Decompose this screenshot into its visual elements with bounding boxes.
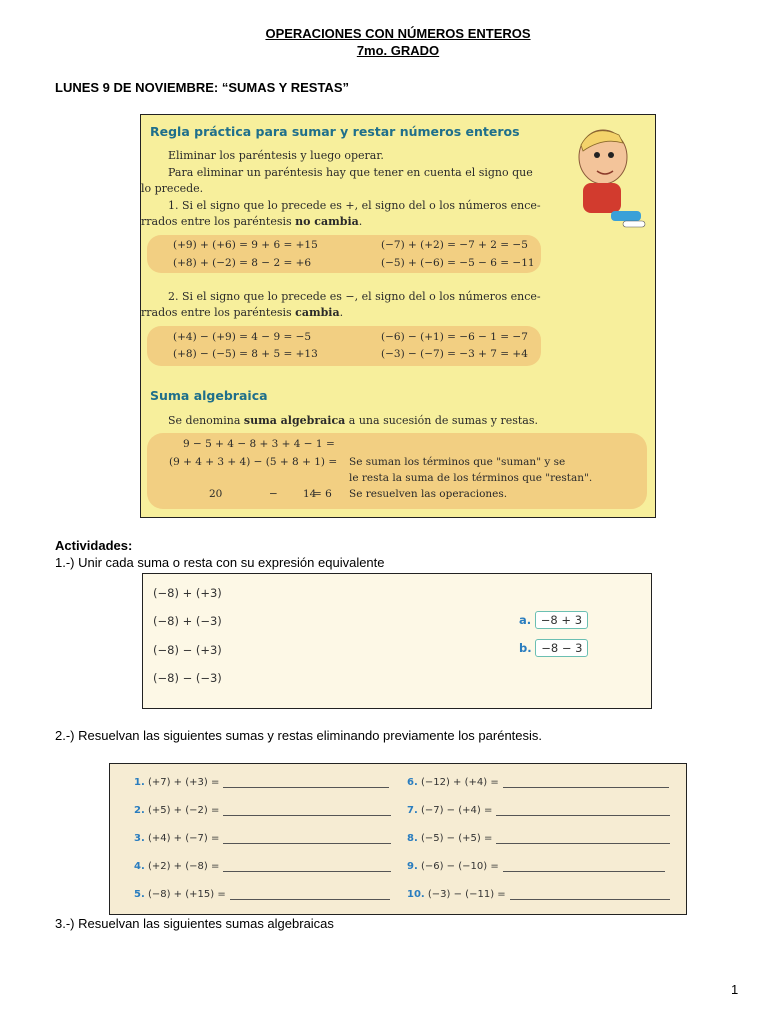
exercise-number: 5. <box>134 889 145 900</box>
exercise-expression: (−7) − (+4) = <box>420 805 493 816</box>
sum-def-emphasis: suma algebraica <box>243 414 346 427</box>
answer-line[interactable] <box>496 815 670 816</box>
sum-step-3-result: = 6 <box>313 488 332 500</box>
exercise-expression: (+7) + (+3) = <box>147 777 220 788</box>
rules-panel <box>140 114 656 518</box>
activities-heading: Actividades: <box>55 538 133 553</box>
activity-1-instruction: 1.-) Unir cada suma o resta con su expresión equivalente <box>55 555 385 570</box>
option-label: a. <box>519 613 532 627</box>
exercise-number: 10. <box>407 889 425 900</box>
day-heading: LUNES 9 DE NOVIEMBRE: “SUMAS Y RESTAS” <box>55 80 349 95</box>
sum-explanation-3: Se resuelven las operaciones. <box>349 488 508 500</box>
expression-item: (−8) + (−3) <box>153 614 222 628</box>
rule2-text: rrados entre los paréntesis <box>141 306 296 319</box>
example-eq: (−6) − (+1) = −6 − 1 = −7 <box>381 331 528 343</box>
boy-illustration-icon <box>553 121 649 231</box>
sum-definition <box>168 414 538 427</box>
sum-explanation-2: le resta la suma de los términos que "restan". <box>349 472 593 484</box>
activity-1-box <box>142 573 652 709</box>
example-eq: (+9) + (+6) = 9 + 6 = +15 <box>173 239 318 251</box>
example-eq: (−7) + (+2) = −7 + 2 = −5 <box>381 239 528 251</box>
option-a[interactable] <box>519 613 588 627</box>
answer-line[interactable] <box>223 871 391 872</box>
answer-line[interactable] <box>230 899 390 900</box>
option-b[interactable] <box>519 641 588 655</box>
answer-line[interactable] <box>496 843 670 844</box>
rule2-emphasis: cambia <box>295 306 340 319</box>
expression-item: (−8) − (+3) <box>153 643 222 657</box>
exercise-item <box>134 777 389 788</box>
exercise-number: 2. <box>134 805 145 816</box>
expression-item: (−8) − (−3) <box>153 671 222 685</box>
example-eq: (+4) − (+9) = 4 − 9 = −5 <box>173 331 312 343</box>
exercise-item <box>407 805 670 816</box>
rule1-line-1: 1. Si el signo que lo precede es +, el signo del o los números ence- <box>168 199 541 212</box>
exercise-expression: (+4) + (−7) = <box>147 833 220 844</box>
rule2-line-2 <box>141 306 343 319</box>
sum-explanation-1: Se suman los términos que "suman" y se <box>349 456 566 468</box>
exercise-expression: (−5) − (+5) = <box>420 833 493 844</box>
activity-2-box <box>109 763 687 915</box>
exercise-number: 1. <box>134 777 145 788</box>
answer-line[interactable] <box>510 899 670 900</box>
exercise-item <box>134 805 391 816</box>
exercise-expression: (−8) + (+15) = <box>147 889 226 900</box>
rule1-period: . <box>358 215 363 228</box>
exercise-item <box>134 833 391 844</box>
exercise-number: 8. <box>407 833 418 844</box>
page-number: 1 <box>731 982 739 997</box>
activity-3-instruction: 3.-) Resuelvan las siguientes sumas algebraicas <box>55 916 334 931</box>
rule2-period: . <box>339 306 344 319</box>
example-eq: (+8) − (−5) = 8 + 5 = +13 <box>173 348 318 360</box>
exercise-item <box>407 889 670 900</box>
exercise-item <box>407 861 665 872</box>
exercise-item <box>407 777 669 788</box>
exercise-expression: (+2) + (−8) = <box>147 861 220 872</box>
document-title: OPERACIONES CON NÚMEROS ENTEROS <box>265 26 531 41</box>
sum-def-text: Se denomina <box>168 414 244 427</box>
exercise-number: 7. <box>407 805 418 816</box>
sum-step-3-op: − <box>269 488 278 500</box>
exercise-number: 3. <box>134 833 145 844</box>
exercise-expression: (−12) + (+4) = <box>420 777 499 788</box>
note-line-2: lo precede. <box>141 182 204 195</box>
rule1-text: rrados entre los paréntesis <box>141 215 296 228</box>
example-eq: (−5) + (−6) = −5 − 6 = −11 <box>381 257 535 269</box>
rule-title: Regla práctica para sumar y restar números enteros <box>150 124 520 139</box>
sum-step-3-b: 14 <box>303 488 317 500</box>
sum-step-1: 9 − 5 + 4 − 8 + 3 + 4 − 1 = <box>183 438 335 450</box>
option-expression: −8 + 3 <box>535 611 588 629</box>
exercise-number: 4. <box>134 861 145 872</box>
rule1-line-2 <box>141 215 362 228</box>
exercise-number: 9. <box>407 861 418 872</box>
document-grade: 7mo. GRADO <box>356 43 440 58</box>
expression-item: (−8) + (+3) <box>153 586 222 600</box>
exercise-item <box>407 833 670 844</box>
rule1-emphasis: no cambia <box>295 215 359 228</box>
exercise-expression: (+5) + (−2) = <box>147 805 220 816</box>
exercise-number: 6. <box>407 777 418 788</box>
exercise-item <box>134 861 391 872</box>
note-line-1: Para eliminar un paréntesis hay que tener en cuenta el signo que <box>168 166 533 179</box>
intro-text: Eliminar los paréntesis y luego operar. <box>168 149 384 162</box>
answer-line[interactable] <box>223 843 391 844</box>
sum-step-3-a: 20 <box>209 488 223 500</box>
exercise-expression: (−6) − (−10) = <box>420 861 499 872</box>
activity-2-instruction: 2.-) Resuelvan las siguientes sumas y restas eliminando previamente los paréntesis. <box>55 728 543 743</box>
exercise-item <box>134 889 390 900</box>
example-eq: (+8) + (−2) = 8 − 2 = +6 <box>173 257 312 269</box>
answer-line[interactable] <box>223 815 391 816</box>
rule2-line-1: 2. Si el signo que lo precede es −, el signo del o los números ence- <box>168 290 541 303</box>
answer-line[interactable] <box>503 871 665 872</box>
exercise-expression: (−3) − (−11) = <box>427 889 506 900</box>
sum-title: Suma algebraica <box>150 388 268 403</box>
answer-line[interactable] <box>223 787 389 788</box>
sum-def-text-end: a una sucesión de sumas y restas. <box>345 414 538 427</box>
sum-step-2: (9 + 4 + 3 + 4) − (5 + 8 + 1) = <box>169 456 338 468</box>
option-expression: −8 − 3 <box>535 639 588 657</box>
option-label: b. <box>519 641 532 655</box>
example-eq: (−3) − (−7) = −3 + 7 = +4 <box>381 348 528 360</box>
answer-line[interactable] <box>503 787 669 788</box>
